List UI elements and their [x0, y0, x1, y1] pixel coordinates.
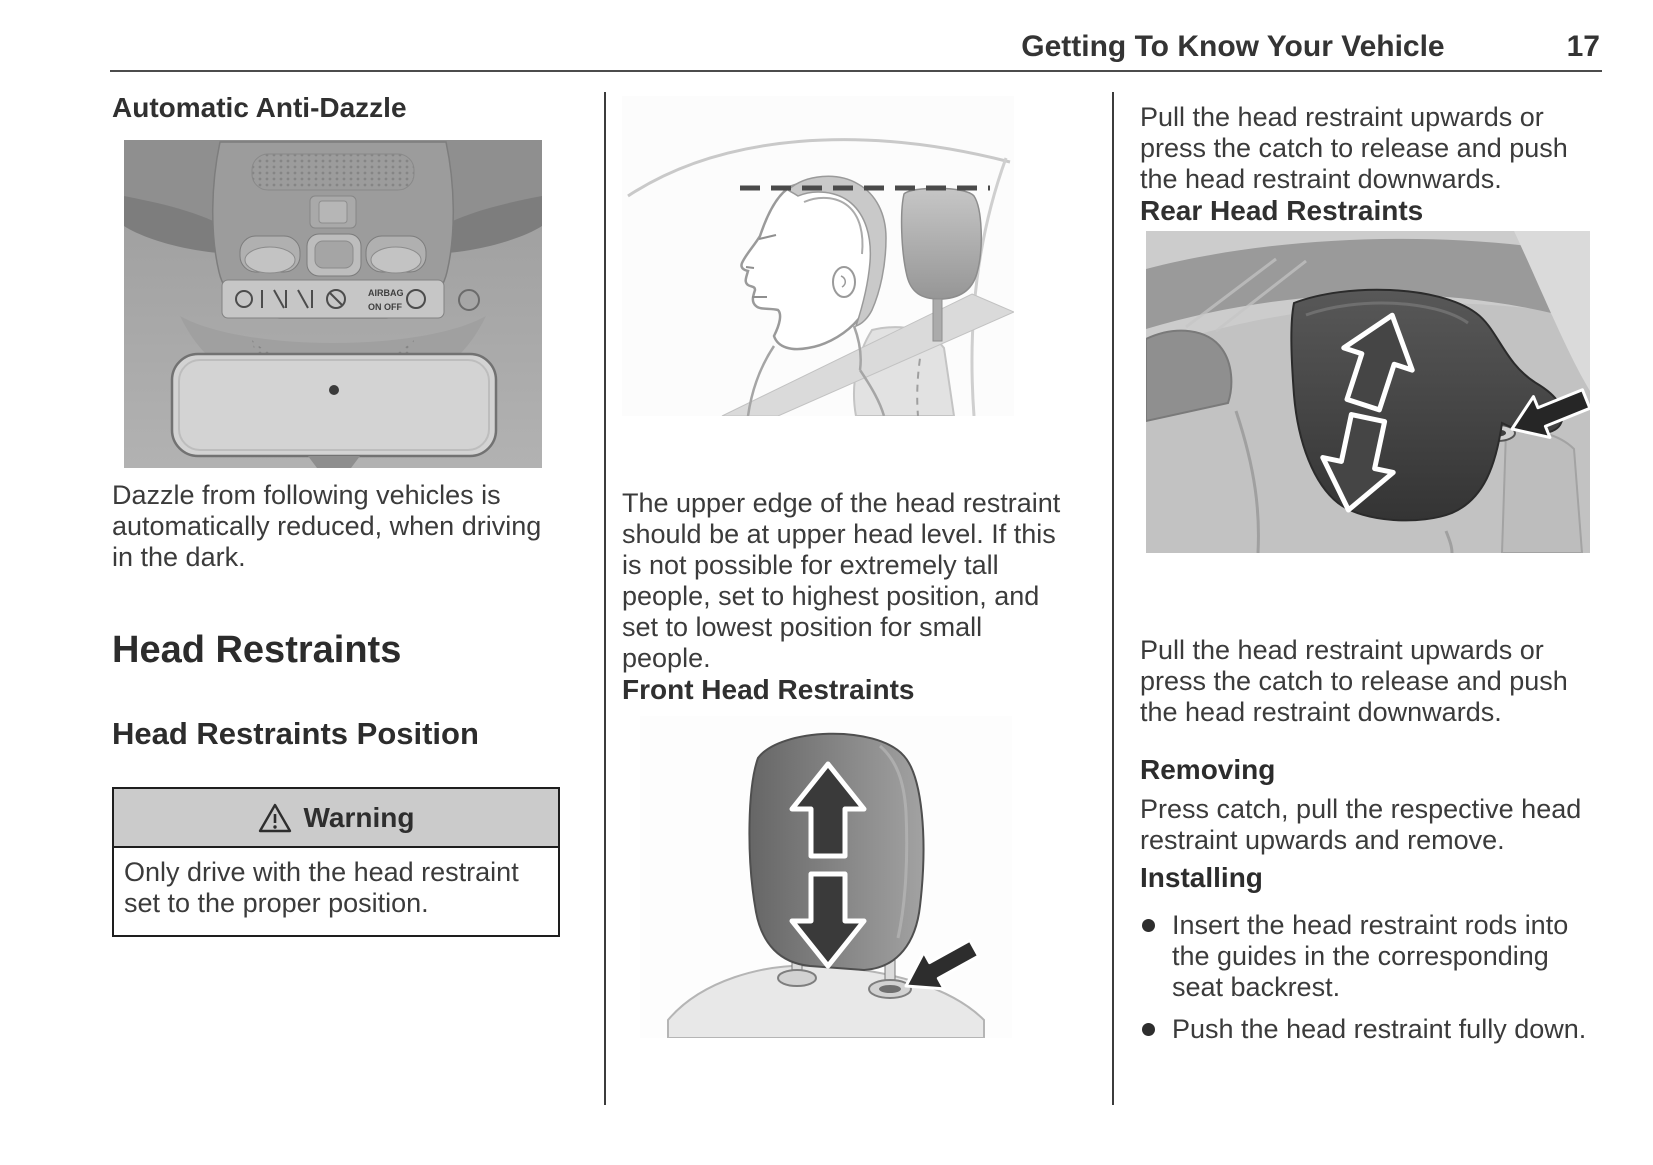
page-title: Getting To Know Your Vehicle: [1021, 30, 1445, 63]
headrest: [902, 188, 982, 299]
page-header: [110, 30, 1600, 64]
heading-head-restraints: Head Restraints: [112, 629, 402, 671]
warning-box-header: [114, 789, 558, 848]
removing-paragraph: Press catch, pull the respective head restraint upwards and remove.: [1140, 794, 1582, 855]
list-item: [1140, 1014, 1598, 1045]
header-rule: [110, 70, 1602, 72]
dazzle-paragraph: Dazzle from following vehicles is automatically reduced, when driving in the dark.: [112, 480, 542, 572]
heading-removing: Removing: [1140, 754, 1276, 785]
anti-dazzle-mirror-illustration: [124, 140, 542, 468]
adjust-paragraph-rear: Pull the head restraint upwards or press the catch to release and push the head restraint downwards.: [1140, 635, 1568, 727]
bullet-icon: [1142, 1023, 1155, 1036]
page-number: 17: [1566, 30, 1600, 63]
heading-front-head-restraints: Front Head Restraints: [622, 674, 915, 705]
front-head-restraint-illustration: [640, 716, 1012, 1038]
warning-box-body: [114, 848, 558, 935]
release-catch: [879, 985, 901, 993]
column-divider-left: [604, 92, 606, 1105]
warning-box: [112, 787, 560, 937]
column-divider-right: [1112, 92, 1114, 1105]
heading-rear-head-restraints: Rear Head Restraints: [1140, 195, 1424, 226]
overhead-console-drawing: [124, 140, 542, 468]
headrest-post: [933, 299, 942, 341]
list-item: [1140, 910, 1598, 1003]
heading-head-restraints-position: Head Restraints Position: [112, 716, 479, 751]
adjust-paragraph-top: Pull the head restraint upwards or press the catch to release and push the head restraint downwards.: [1140, 102, 1568, 194]
rearview-mirror: [172, 354, 496, 456]
position-paragraph: The upper edge of the head restraint should be at upper head level. If this is not possible for extremely tall people, set to highest position, and set to lowest position for small people.: [622, 488, 1061, 673]
installing-bullet-list: [1140, 910, 1598, 1045]
heading-automatic-anti-dazzle: Automatic Anti-Dazzle: [112, 92, 407, 123]
profile-drawing: [622, 96, 1014, 416]
airbag-onoff-text: ON OFF: [368, 302, 402, 312]
bullet-icon: [1142, 919, 1155, 932]
rear-headrest-drawing: [1146, 231, 1590, 553]
heading-installing: Installing: [1140, 862, 1263, 893]
left-column: [112, 92, 560, 937]
middle-column: [622, 92, 1064, 1038]
bullet-text: Push the head restraint fully down.: [1172, 1014, 1587, 1044]
mirror-sensor-dot: [329, 385, 339, 395]
front-headrest-drawing: [640, 716, 1012, 1038]
right-column: [1140, 92, 1598, 1045]
head-restraint-position-illustration: [622, 96, 1014, 416]
warning-text: Only drive with the head restraint set to the proper position.: [124, 857, 519, 918]
warning-label: Warning: [303, 802, 415, 833]
airbag-label-text: AIRBAG: [368, 288, 404, 298]
bullet-text: Insert the head restraint rods into the guides in the corresponding seat backrest.: [1172, 910, 1569, 1002]
warning-triangle-icon: [258, 803, 292, 833]
rear-head-restraint-illustration: [1146, 231, 1590, 553]
